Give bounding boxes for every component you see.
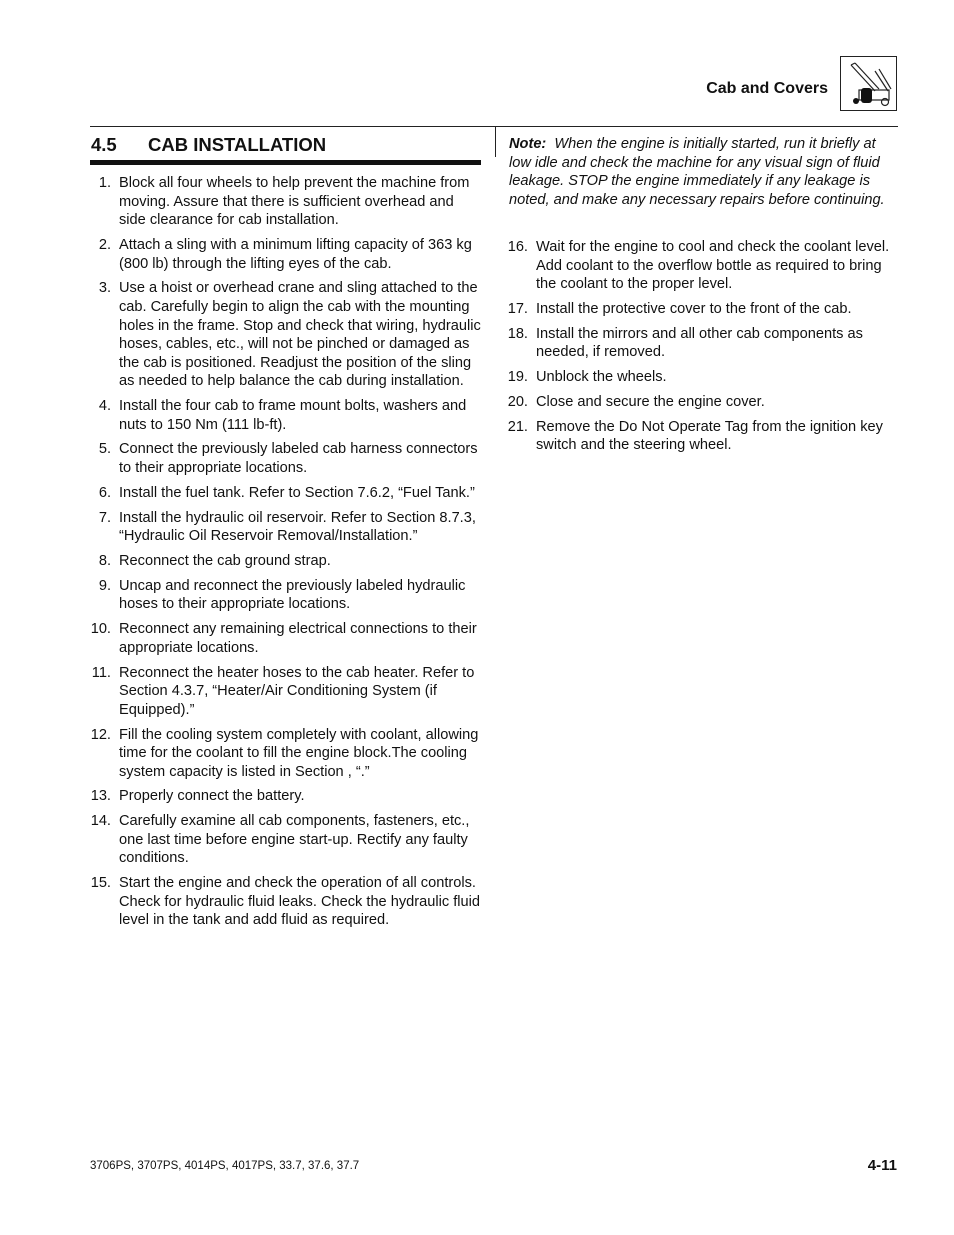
header-rule xyxy=(90,126,898,127)
section-title: CAB INSTALLATION xyxy=(148,134,327,155)
list-item xyxy=(83,397,483,434)
step-number: 21. xyxy=(507,418,528,435)
list-item xyxy=(83,552,483,571)
step-number: 17. xyxy=(507,300,528,317)
step-number: 8. xyxy=(98,553,111,569)
step-text: Uncap and reconnect the previously labeled hydraulic hoses to their appropriate locations. xyxy=(119,577,466,613)
list-item xyxy=(83,874,483,930)
step-text: Reconnect the cab ground strap. xyxy=(119,553,331,569)
list-item xyxy=(500,300,900,319)
step-text: Connect the previously labeled cab harness connectors to their appropriate locations. xyxy=(119,441,478,477)
steps-list-left xyxy=(83,174,483,936)
list-item xyxy=(500,418,900,455)
step-number: 15. xyxy=(90,875,111,892)
section-number: 4.5 xyxy=(91,134,117,155)
page-number: 4-11 xyxy=(867,1157,897,1174)
list-item xyxy=(83,620,483,657)
step-text: Close and secure the engine cover. xyxy=(536,393,765,410)
list-item xyxy=(83,236,483,273)
step-text: Properly connect the battery. xyxy=(119,788,305,805)
section-heading xyxy=(91,134,481,156)
list-item xyxy=(83,787,483,806)
step-text: Wait for the engine to cool and check the coolant level. Add coolant to the overflow bottle as required to bring the coolant to the proper level. xyxy=(536,239,890,293)
steps-list-right xyxy=(500,238,900,461)
list-item xyxy=(500,368,900,387)
step-number: 3. xyxy=(98,280,111,297)
step-number: 12. xyxy=(90,726,111,743)
header-section-title: Cab and Covers xyxy=(706,80,828,97)
step-text: Carefully examine all cab components, fasteners, etc., one last time before engine start-up. Rectify any faulty conditions. xyxy=(119,813,470,867)
step-text: Start the engine and check the operation of all controls. Check for hydraulic fluid leaks. Check the hydraulic fluid level in the tank and add fluid as required. xyxy=(119,875,480,929)
list-item xyxy=(83,577,483,614)
list-item xyxy=(500,238,900,294)
step-text: Fill the cooling system completely with coolant, allowing time for the coolant to fill the engine block.The cooling system capacity is listed in Section , “.” xyxy=(119,726,479,780)
step-number: 6. xyxy=(98,484,111,501)
step-number: 19. xyxy=(507,369,528,386)
list-item xyxy=(83,726,483,782)
step-number: 18. xyxy=(507,325,528,342)
step-number: 7. xyxy=(98,509,111,526)
list-item xyxy=(83,812,483,868)
list-item xyxy=(83,509,483,546)
step-text: Reconnect the heater hoses to the cab heater. Refer to Section 4.3.7, “Heater/Air Conditioning System (if Equipped).” xyxy=(119,664,475,718)
list-item xyxy=(83,440,483,477)
step-number: 4. xyxy=(98,398,111,415)
section-rule xyxy=(90,160,481,165)
note-label: Note: xyxy=(509,136,547,152)
list-item xyxy=(500,393,900,412)
step-text: Remove the Do Not Operate Tag from the ignition key switch and the steering wheel. xyxy=(536,418,883,454)
note-text: When the engine is initially started, run it briefly at low idle and check the machine for any visual sign of fluid leakage. STOP the engine immediately if any leakage is noted, and make any necessary repairs before continuing. xyxy=(509,136,885,208)
step-text: Install the protective cover to the front of the cab. xyxy=(536,300,852,317)
list-item xyxy=(83,279,483,391)
note-block xyxy=(509,135,899,209)
step-text: Install the four cab to frame mount bolts, washers and nuts to 150 Nm (111 lb-ft). xyxy=(119,398,467,433)
step-text: Install the fuel tank. Refer to Section 7.6.2, “Fuel Tank.” xyxy=(119,484,475,501)
list-item xyxy=(83,484,483,503)
column-divider xyxy=(495,127,496,157)
step-text: Install the mirrors and all other cab components as needed, if removed. xyxy=(536,325,863,361)
step-text: Install the hydraulic oil reservoir. Refer to Section 8.7.3, “Hydraulic Oil Reservoir Removal/Installation.” xyxy=(119,509,476,545)
step-text: Block all four wheels to help prevent the machine from moving. Assure that there is sufficient overhead and side clearance for cab installation. xyxy=(119,175,470,229)
list-item xyxy=(500,325,900,362)
step-number: 9. xyxy=(98,577,111,594)
step-number: 20. xyxy=(507,393,528,410)
step-number: 1. xyxy=(98,175,111,191)
step-text: Reconnect any remaining electrical connections to their appropriate locations. xyxy=(119,621,477,656)
boom-lift-icon xyxy=(840,56,897,111)
step-text: Use a hoist or overhead crane and sling attached to the cab. Carefully begin to align the cab with the mounting holes in the frame. Stop and check that wiring, hydraulic hoses, cables, etc., will not be pinched or damaged as the cab is positioned. Readjust the position of the sling as needed to help balance the cab during installation. xyxy=(119,280,481,390)
footer-models: 3706PS, 3707PS, 4014PS, 4017PS, 33.7, 37.6, 37.7 xyxy=(90,1160,360,1172)
step-number: 10. xyxy=(90,621,111,638)
step-number: 13. xyxy=(90,788,111,805)
step-number: 5. xyxy=(98,441,111,458)
step-number: 11. xyxy=(91,664,111,681)
step-text: Unblock the wheels. xyxy=(536,369,667,386)
step-number: 2. xyxy=(98,236,111,253)
step-text: Attach a sling with a minimum lifting capacity of 363 kg (800 lb) through the lifting eyes of the cab. xyxy=(119,236,472,272)
step-number: 14. xyxy=(90,813,111,830)
step-number: 16. xyxy=(507,239,528,255)
list-item xyxy=(83,664,483,720)
list-item xyxy=(83,174,483,230)
